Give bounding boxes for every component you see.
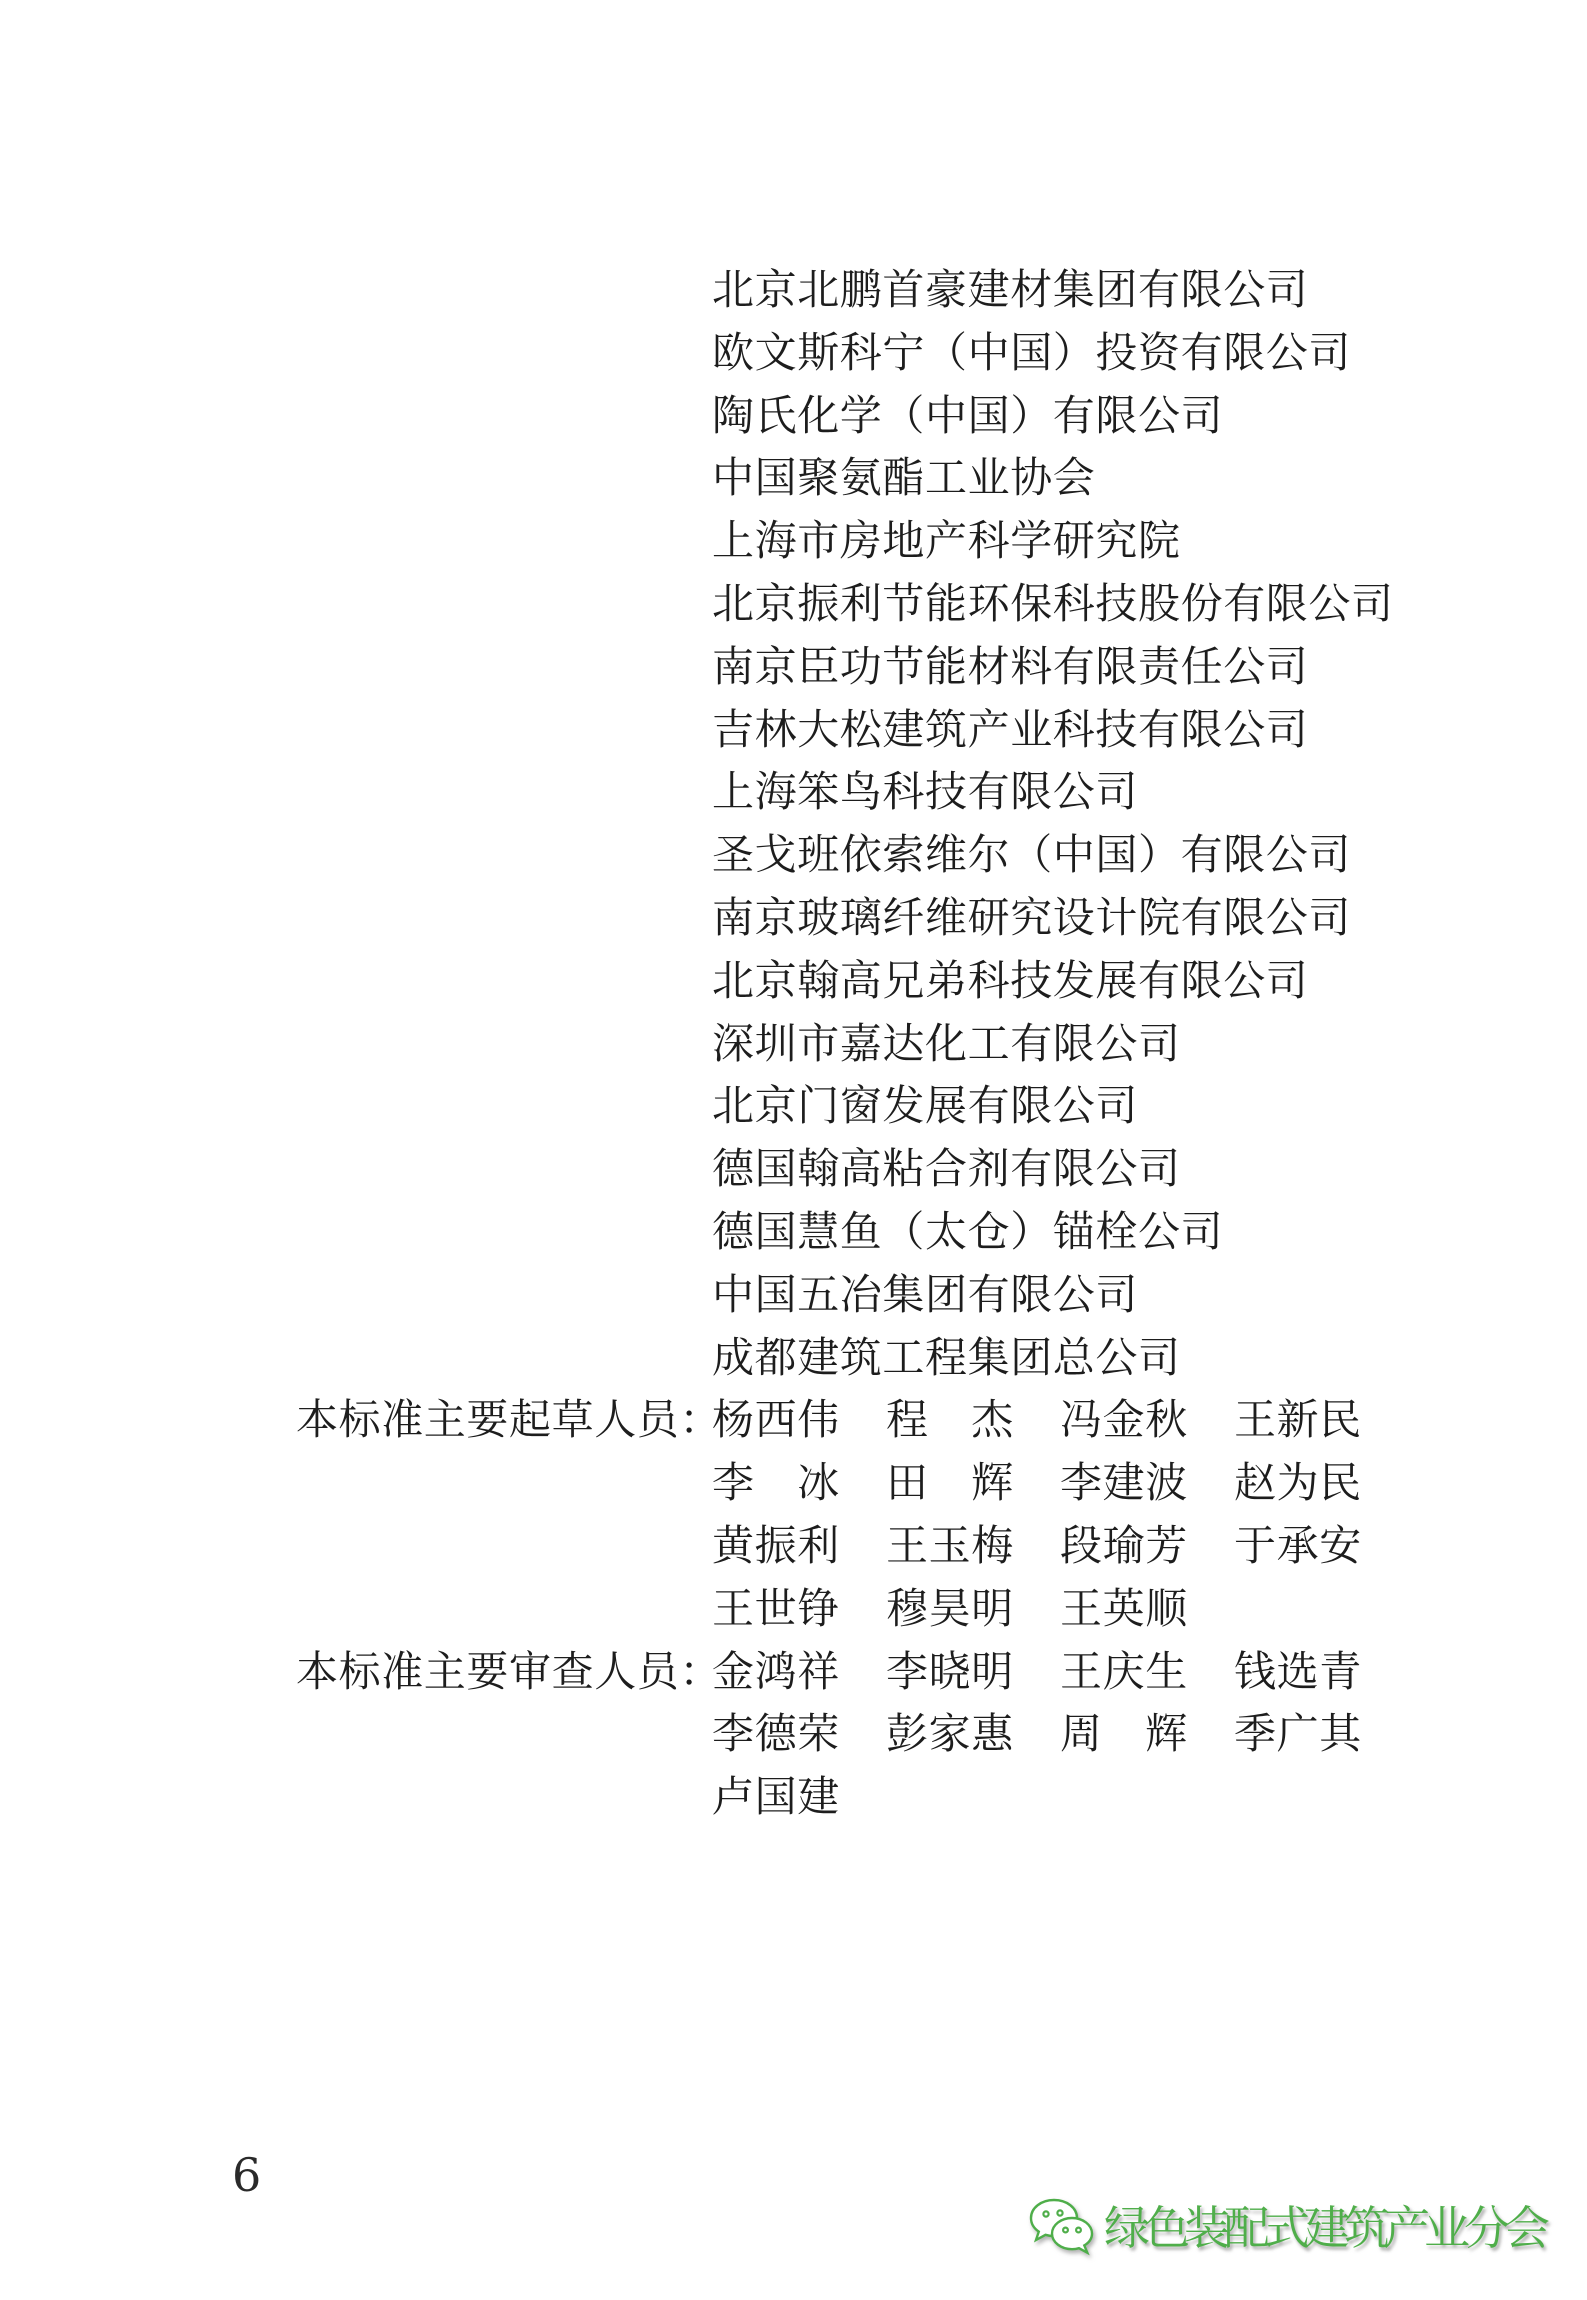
company-item: 中国聚氨酯工业协会 [712,456,1096,503]
company-item: 上海市房地产科学研究院 [712,519,1181,566]
person-name: 田 辉 [886,1461,1014,1508]
watermark [1024,2196,1544,2260]
person-name: 李晓明 [886,1649,1014,1696]
reviewers-row [296,1704,1556,1767]
company-item: 陶氏化学（中国）有限公司 [712,393,1224,440]
person-name: 李建波 [1060,1461,1188,1508]
drafters-row [296,1390,1556,1453]
drafters-row [296,1453,1556,1516]
drafters-label: 本标准主要起草人员： [296,1398,723,1445]
text-block [296,260,1556,1830]
company-item: 欧文斯科宁（中国）投资有限公司 [712,330,1352,377]
person-name: 王庆生 [1060,1649,1188,1696]
reviewers-label: 本标准主要审查人员： [296,1649,723,1696]
person-name: 王世铮 [712,1586,840,1633]
person-name: 卢国建 [712,1775,840,1822]
reviewers-row [296,1642,1556,1705]
person-name: 黄振利 [712,1523,840,1570]
person-name: 彭家惠 [886,1712,1014,1759]
watermark-text: 绿色装配式建筑产业分会 [1104,2201,1544,2255]
page-number: 6 [232,2148,262,2202]
wechat-icon [1024,2196,1098,2260]
person-name: 段瑜芳 [1060,1523,1188,1570]
company-item: 成都建筑工程集团总公司 [712,1335,1181,1382]
person-name: 程 杰 [886,1398,1014,1445]
company-item: 深圳市嘉达化工有限公司 [712,1021,1181,1068]
company-item: 德国慧鱼（太仓）锚栓公司 [712,1209,1224,1256]
company-item: 上海笨鸟科技有限公司 [712,770,1139,817]
drafters-row [296,1579,1556,1642]
company-item: 北京门窗发展有限公司 [712,1084,1139,1131]
company-item: 北京振利节能环保科技股份有限公司 [712,581,1394,628]
company-item: 南京臣功节能材料有限责任公司 [712,644,1309,691]
person-name: 于承安 [1234,1523,1362,1570]
drafters-row [296,1516,1556,1579]
person-name: 钱选青 [1234,1649,1362,1696]
company-item: 圣戈班依索维尔（中国）有限公司 [712,833,1352,880]
company-item: 吉林大松建筑产业科技有限公司 [712,707,1309,754]
person-name: 周 辉 [1060,1712,1188,1759]
person-name: 金鸿祥 [712,1649,840,1696]
company-item: 北京北鹏首豪建材集团有限公司 [712,268,1309,314]
person-name: 季广其 [1234,1712,1362,1759]
company-item: 北京翰高兄弟科技发展有限公司 [712,958,1309,1005]
person-name: 冯金秋 [1060,1398,1188,1445]
person-name: 李 冰 [712,1461,840,1508]
company-item: 德国翰高粘合剂有限公司 [712,1147,1181,1194]
person-name: 王英顺 [1060,1586,1188,1633]
company-item: 中国五冶集团有限公司 [712,1272,1139,1319]
person-name: 李德荣 [712,1712,840,1759]
person-name: 杨西伟 [712,1398,840,1445]
person-name: 穆昊明 [886,1586,1014,1633]
reviewers-row [296,1767,1556,1830]
company-item: 南京玻璃纤维研究设计院有限公司 [712,895,1352,942]
person-name: 王新民 [1234,1398,1362,1445]
person-name: 赵为民 [1234,1461,1362,1508]
person-name: 王玉梅 [886,1523,1014,1570]
